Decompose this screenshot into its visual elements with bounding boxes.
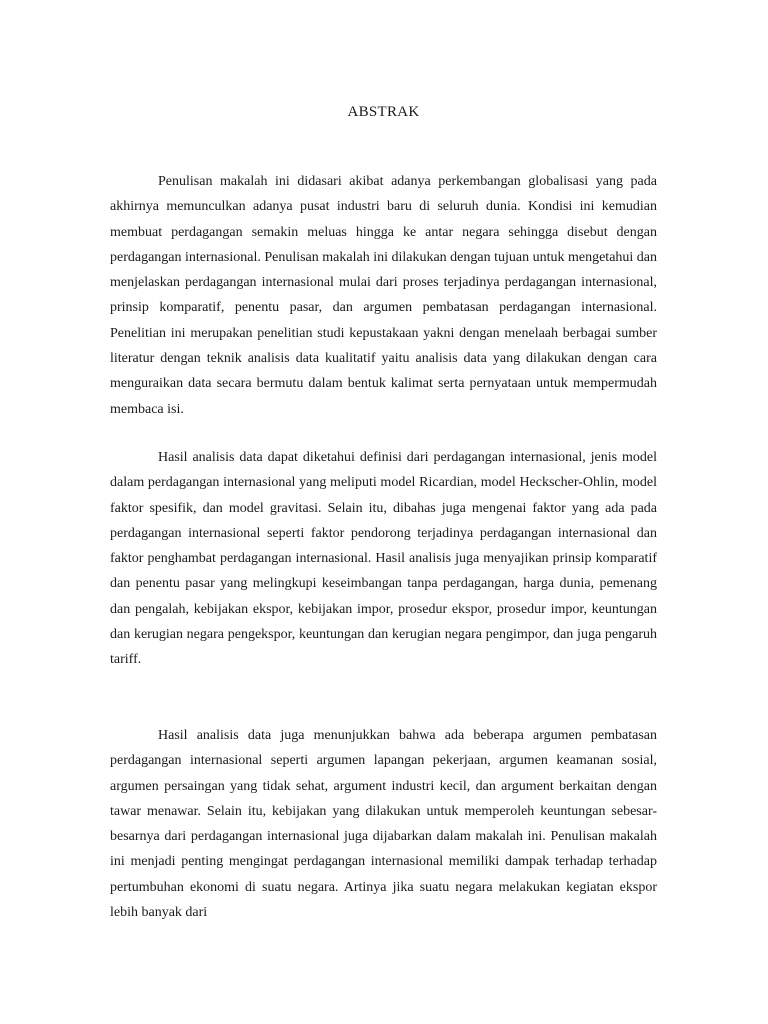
- abstract-paragraph-2: Hasil analisis data dapat diketahui definisi dari perdagangan internasional, jenis model dalam perdagangan internasional yang meliputi model Ricardian, model Heckscher-Ohlin, model faktor spesifik, dan model gravitasi. Selain itu, dibahas juga mengenai faktor yang ada pada perdagangan internasional seperti faktor pendorong terjadinya perdagangan internasional dan faktor penghambat perdagangan internasional. Hasil analisis juga menyajikan prinsip komparatif dan penentu pasar yang melingkupi keseimbangan tanpa perdagangan, harga dunia, pemenang dan pengalah, kebijakan ekspor, kebijakan impor, prosedur ekspor, prosedur impor, keuntungan dan kerugian negara pengekspor, keuntungan dan kerugian negara pengimpor, dan juga pengaruh tariff.: [110, 450, 657, 668]
- abstract-paragraph-3: Hasil analisis data juga menunjukkan bahwa ada beberapa argumen pembatasan perdagangan internasional seperti argumen lapangan pekerjaan, argumen keamanan sosial, argumen persaingan yang tidak sehat, argument industri kecil, dan argument berkaitan dengan tawar menawar. Selain itu, kebijakan yang dilakukan untuk memperoleh keuntungan sebesar-besarnya dari perdagangan internasional juga dijabarkan dalam makalah ini. Penulisan makalah ini menjadi penting mengingat perdagangan internasional memiliki dampak terhadap terhadap pertumbuhan ekonomi di suatu negara. Artinya jika suatu negara melakukan kegiatan ekspor lebih banyak dari: [110, 728, 657, 921]
- document-page: [110, 0, 657, 1024]
- abstract-title: ABSTRAK: [347, 104, 420, 120]
- abstract-paragraph-1: Penulisan makalah ini didasari akibat adanya perkembangan globalisasi yang pada akhirnya memunculkan adanya pusat industri baru di seluruh dunia. Kondisi ini kemudian membuat perdagangan semakin meluas hingga ke antar negara sehingga disebut dengan perdagangan internasional. Penulisan makalah ini dilakukan dengan tujuan untuk mengetahui dan menjelaskan perdagangan internasional mulai dari proses terjadinya perdagangan internasional, prinsip komparatif, penentu pasar, dan argumen pembatasan perdagangan internasional. Penelitian ini merupakan penelitian studi kepustakaan yakni dengan menelaah berbagai sumber literatur dengan teknik analisis data kualitatif yaitu analisis data yang dilakukan dengan cara menguraikan data secara bermutu dalam bentuk kalimat serta pernyataan untuk mempermudah membaca isi.: [110, 174, 658, 417]
